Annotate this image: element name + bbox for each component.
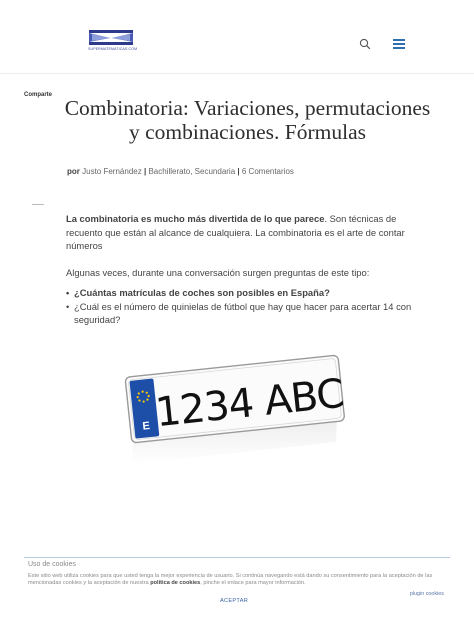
author-link[interactable]: Justo Fernández [82, 167, 142, 176]
cookie-text-before: Este sitio web utiliza cookies para que usted tenga la mejor experiencia de usuario. Si continúa navegando está dando su consentimiento para la aceptación de las mencionadas cookies y la aceptación de nuestra [28, 573, 433, 586]
cookie-title: Uso de cookies [28, 561, 76, 568]
list-item: • ¿Cuántas matrículas de coches son posibles en España? [66, 286, 412, 300]
meta-separator: | [143, 167, 147, 176]
cookie-text [28, 573, 446, 587]
comments-link[interactable]: 6 Comentarios [241, 167, 294, 176]
question-intro-paragraph: Algunas veces, durante una conversación surgen preguntas de este tipo: [66, 267, 370, 278]
intro-paragraph [66, 212, 412, 253]
list-item: • ¿Cuál es el número de quinielas de fútbol que hay que hacer para acertar 14 con seguridad? [66, 300, 412, 327]
cookie-text-after: , pinche el enlace para mayor información. [200, 580, 306, 586]
meta-by: por [67, 167, 80, 176]
search-icon[interactable] [359, 37, 371, 49]
logo-mark-icon [88, 29, 134, 47]
meta-separator: | [237, 167, 240, 176]
logo-text: SUPERMATEMATICAS.COM [88, 47, 138, 51]
site-header [0, 0, 474, 74]
share-label: Comparte [24, 92, 53, 98]
license-plate-image [124, 352, 346, 470]
site-logo[interactable] [88, 29, 138, 53]
intro-text: . Son técnicas de recuento que están al alcance de cualquiera. La combinatoria es el arte de contar números [66, 213, 405, 251]
cookie-banner [24, 557, 450, 609]
cookie-policy-link[interactable]: política de cookies [150, 580, 201, 586]
plate-number: 1234 ABC [153, 370, 346, 437]
plate-country-code: E [141, 420, 151, 433]
plugin-cookies-link[interactable]: plugin cookies [409, 591, 444, 597]
page-title: Combinatoria: Variaciones, permutaciones y combinaciones. Fórmulas [64, 96, 431, 144]
category-links[interactable]: Bachillerato, Secundaria [148, 167, 236, 176]
divider [32, 204, 44, 205]
hamburger-menu-icon[interactable] [393, 39, 405, 49]
question-list [66, 286, 412, 327]
post-meta [67, 167, 294, 176]
accept-cookies-button[interactable]: ACEPTAR [220, 598, 249, 604]
intro-bold: La combinatoria es mucho más divertida de lo que parece [66, 213, 325, 224]
